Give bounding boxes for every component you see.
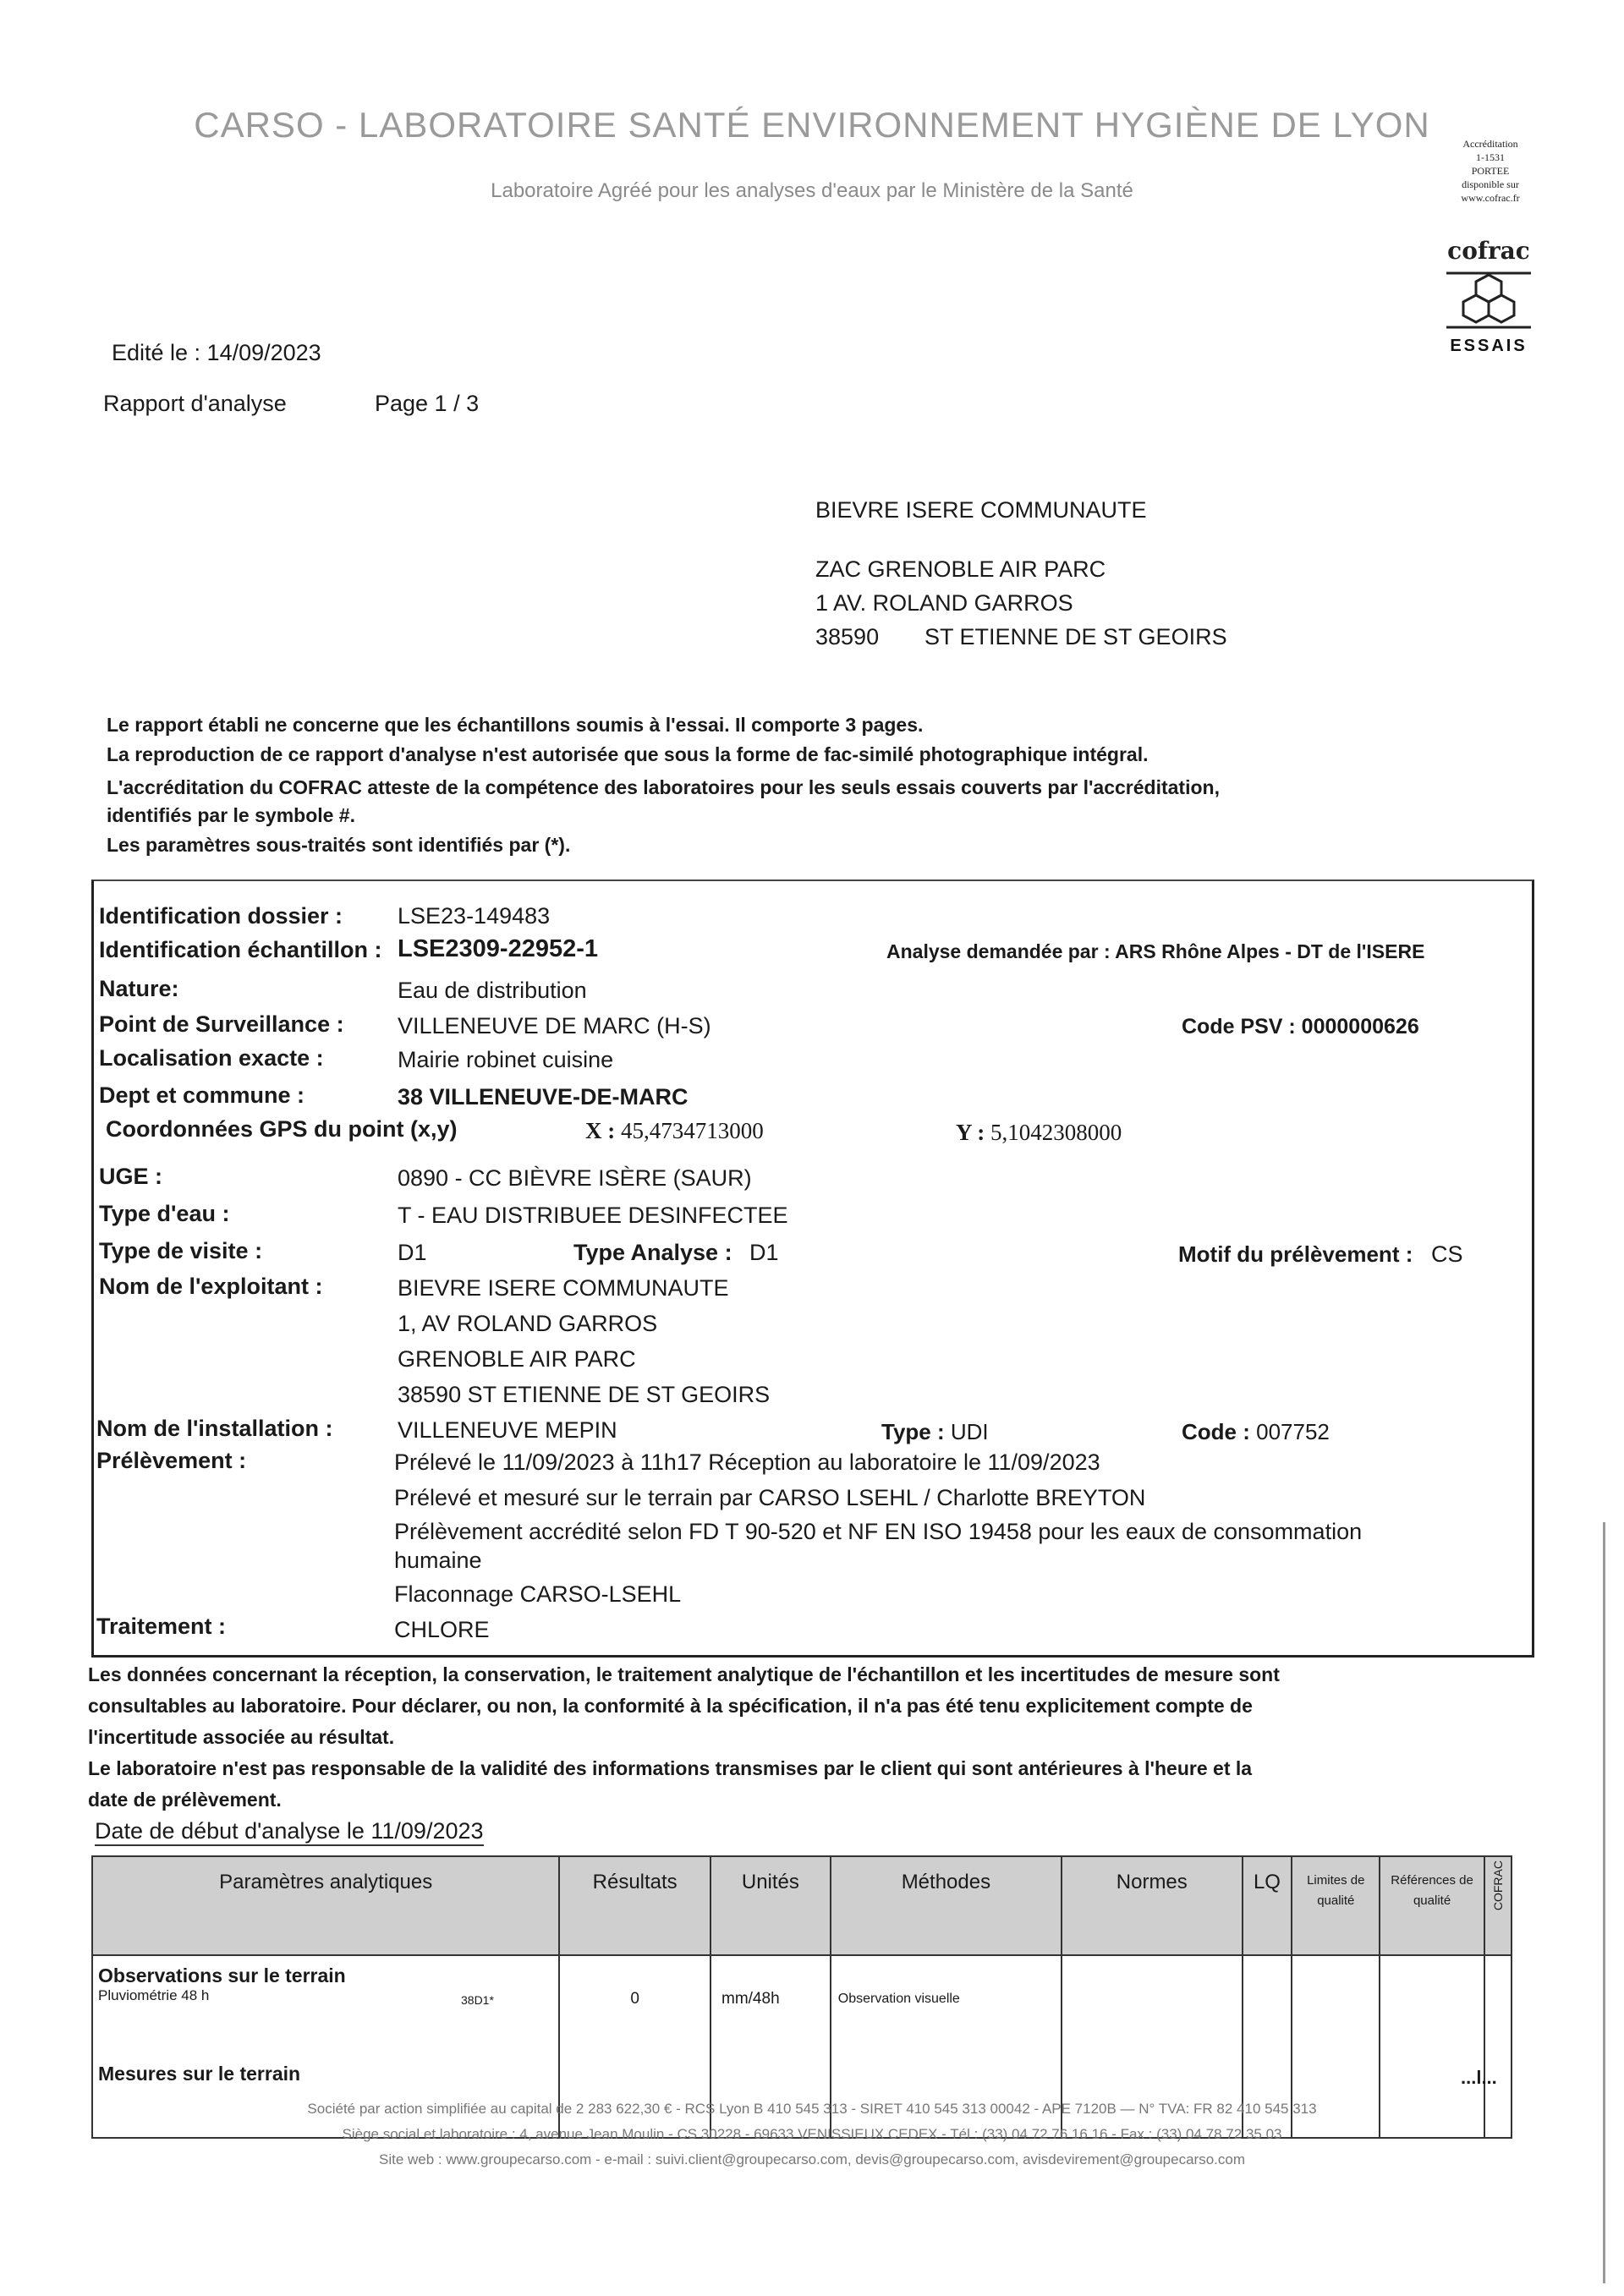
motif-label: Motif du prélèvement : (1178, 1241, 1413, 1267)
cofrac-line: disponible sur (1462, 178, 1519, 190)
installation-code (1182, 1419, 1330, 1445)
prelevement-label: Prélèvement : (96, 1448, 247, 1473)
gps-y-label: Y : (956, 1120, 985, 1145)
disclaimer-line: Les données concernant la réception, la conservation, le traitement analytique de l'échantillon et les incertitudes de mesure sont (88, 1663, 1280, 1685)
note-line: identifiés par le symbole #. (107, 804, 355, 826)
note-line: La reproduction de ce rapport d'analyse n'est autorisée que sous la forme de fac-similé photographique intégral. (107, 743, 1149, 765)
installation-label: Nom de l'installation : (96, 1416, 333, 1441)
references-line: qualité (1413, 1893, 1451, 1908)
prelevement-line: Prélevé le 11/09/2023 à 11h17 Réception au laboratoire le 11/09/2023 (394, 1449, 1100, 1475)
result-cell: 0 (559, 1955, 710, 2138)
recipient-address-1: ZAC GRENOBLE AIR PARC (815, 556, 1106, 582)
footer-line: Site web : www.groupecarso.com - e-mail : suivi.client@groupecarso.com, devis@groupecarso.com, avisdevirement@groupecarso.com (378, 2151, 1246, 2167)
point-label: Point de Surveillance : (99, 1011, 344, 1037)
type-analyse-value: D1 (749, 1240, 779, 1265)
psv-code: Code PSV : 0000000626 (1182, 1015, 1419, 1038)
prelevement-line: Prélevé et mesuré sur le terrain par CARSO LSEHL / Charlotte BREYTON (394, 1485, 1146, 1510)
prelevement-line: humaine (394, 1548, 482, 1573)
recipient-postcode: 38590 (815, 624, 880, 649)
recipient-name: BIEVRE ISERE COMMUNAUTE (815, 497, 1147, 523)
param-name: Pluviométrie 48 h (98, 1987, 210, 2003)
dossier-label: Identification dossier : (99, 903, 343, 929)
method-cell: Observation visuelle (831, 1955, 1062, 2138)
uge-value: 0890 - CC BIÈVRE ISÈRE (SAUR) (398, 1165, 752, 1191)
visite-value: D1 (398, 1240, 427, 1265)
code-value: 007752 (1256, 1419, 1330, 1444)
type-eau-value: T - EAU DISTRIBUEE DESINFECTEE (398, 1203, 788, 1228)
edit-date: Edité le : 14/09/2023 (112, 340, 321, 365)
recipient-address-2: 1 AV. ROLAND GARROS (815, 590, 1073, 616)
traitement-value: CHLORE (394, 1617, 490, 1642)
gps-y (956, 1120, 1122, 1146)
cofrac-header: COFRAC (1490, 1860, 1505, 1911)
section-mesures: Mesures sur le terrain (98, 2063, 301, 2085)
disclaimer-line: consultables au laboratoire. Pour déclarer, ou non, la conformité à la spécification, il n'a pas été tenu explicitement compte de (88, 1695, 1253, 1717)
note-line: L'accréditation du COFRAC atteste de la compétence des laboratoires pour les seuls essais couverts par l'accréditation, (107, 776, 1220, 798)
disclaimer-line: date de prélèvement. (88, 1789, 282, 1811)
gps-x (585, 1118, 764, 1144)
lab-title: CARSO - LABORATOIRE SANTÉ ENVIRONNEMENT HYGIÈNE DE LYON (194, 105, 1430, 145)
type-analyse-label: Type Analyse : (573, 1240, 732, 1265)
visite-label: Type de visite : (99, 1238, 263, 1263)
unit-cell: mm/48h (710, 1955, 831, 2138)
echantillon-label: Identification échantillon : (99, 937, 382, 962)
traitement-label: Traitement : (96, 1614, 227, 1639)
continuation-mark: ...l... (1461, 2067, 1497, 2088)
col-params: Paramètres analytiques (92, 1856, 559, 1955)
table-header-row (92, 1856, 1512, 1955)
col-norms: Normes (1062, 1856, 1242, 1955)
installation-value: VILLENEUVE MEPIN (398, 1417, 617, 1443)
disclaimer-line: Le laboratoire n'est pas responsable de la validité des informations transmises par le client qui sont antérieures à l'heure et la (88, 1757, 1253, 1779)
footer-line: Siège social et laboratoire : 4, avenue Jean Moulin - CS 30228 - 69633 VENISSIEUX CEDEX - Tél : (33) 04 72 76 16 16 - Fax : (33) 04 78 72 35 03 (342, 2126, 1282, 2142)
cofrac-logo (1442, 237, 1535, 372)
page-number: Page 1 / 3 (375, 391, 480, 416)
dossier-id: LSE23-149483 (398, 903, 551, 929)
dept-label: Dept et commune : (99, 1082, 305, 1108)
gps-label: Coordonnées GPS du point (x,y) (106, 1116, 458, 1142)
param-code: 38D1* (461, 1993, 494, 2007)
col-results: Résultats (559, 1856, 710, 1955)
nature-label: Nature: (99, 976, 179, 1001)
gps-x-label: X : (585, 1118, 616, 1143)
scan-edge-line (1603, 1522, 1605, 2283)
col-limits (1292, 1856, 1380, 1955)
references-line: Références de (1391, 1873, 1473, 1888)
exploitant-line: 1, AV ROLAND GARROS (398, 1311, 658, 1336)
exploitant-line: GRENOBLE AIR PARC (398, 1346, 636, 1372)
exploitant-line: BIEVRE ISERE COMMUNAUTE (398, 1275, 729, 1301)
col-lq: LQ (1243, 1856, 1292, 1955)
lab-subtitle: Laboratoire Agréé pour les analyses d'eaux par le Ministère de la Santé (491, 179, 1133, 202)
report-type: Rapport d'analyse (103, 391, 287, 416)
results-table (91, 1855, 1512, 2139)
analysis-start-date: Date de début d'analyse le 11/09/2023 (95, 1818, 484, 1846)
col-methods: Méthodes (831, 1856, 1062, 1955)
note-line: Le rapport établi ne concerne que les échantillons soumis à l'essai. Il comporte 3 pages. (107, 714, 924, 736)
prelevement-line: Flaconnage CARSO-LSEHL (394, 1581, 682, 1607)
nature-value: Eau de distribution (398, 978, 587, 1003)
type-udi-label: Type : (881, 1419, 945, 1444)
cofrac-line: Accréditation (1462, 138, 1518, 150)
cofrac-essais-badge: ESSAIS (1450, 337, 1528, 355)
uge-label: UGE : (99, 1164, 163, 1189)
motif-value: CS (1431, 1241, 1463, 1267)
disclaimer-line: l'incertitude associée au résultat. (88, 1726, 395, 1748)
exploitant-label: Nom de l'exploitant : (99, 1274, 323, 1299)
col-units: Unités (710, 1856, 831, 1955)
recipient-city: ST ETIENNE DE ST GEOIRS (924, 624, 1227, 649)
gps-x-value: 45,4734713000 (621, 1118, 764, 1143)
requested-by: Analyse demandée par : ARS Rhône Alpes - DT de l'ISERE (886, 940, 1425, 962)
cofrac-line: PORTEE (1471, 165, 1510, 177)
cofrac-line: www.cofrac.fr (1461, 192, 1520, 204)
limits-line: qualité (1317, 1893, 1355, 1908)
dept-value: 38 VILLENEUVE-DE-MARC (398, 1084, 689, 1110)
localisation-value: Mairie robinet cuisine (398, 1047, 614, 1072)
limits-line: Limites de (1307, 1873, 1365, 1888)
disclaimer (88, 1659, 1280, 1816)
note-line: Les paramètres sous-traités sont identifiés par (*). (107, 834, 571, 856)
type-udi-value: UDI (950, 1419, 989, 1444)
exploitant-line: 38590 ST ETIENNE DE ST GEOIRS (398, 1382, 771, 1407)
cofrac-line: 1-1531 (1476, 151, 1505, 163)
col-cofrac (1484, 1856, 1512, 1955)
type-udi (881, 1419, 989, 1445)
report-notes (107, 709, 1220, 862)
localisation-label: Localisation exacte : (99, 1045, 324, 1071)
gps-y-value: 5,1042308000 (990, 1120, 1122, 1145)
cofrac-accreditation (1448, 137, 1533, 205)
point-value: VILLENEUVE DE MARC (H-S) (398, 1013, 711, 1038)
type-eau-label: Type d'eau : (99, 1201, 230, 1226)
echantillon-id: LSE2309-22952-1 (398, 935, 598, 962)
code-label: Code : (1182, 1419, 1250, 1444)
cofrac-logo-text: cofrac (1447, 237, 1530, 265)
prelevement-line: Prélèvement accrédité selon FD T 90-520 et NF EN ISO 19458 pour les eaux de consommation (394, 1519, 1363, 1544)
footer-line: Société par action simplifiée au capital de 2 283 622,30 € - RCS Lyon B 410 545 313 - SIRET 410 545 313 00042 - APE 7120B — N° TVA: FR 82 410 545 313 (307, 2101, 1317, 2117)
section-observations: Observations sur le terrain (98, 1964, 346, 1986)
col-references (1380, 1856, 1484, 1955)
cofrac-emblem-icon (1442, 265, 1535, 332)
